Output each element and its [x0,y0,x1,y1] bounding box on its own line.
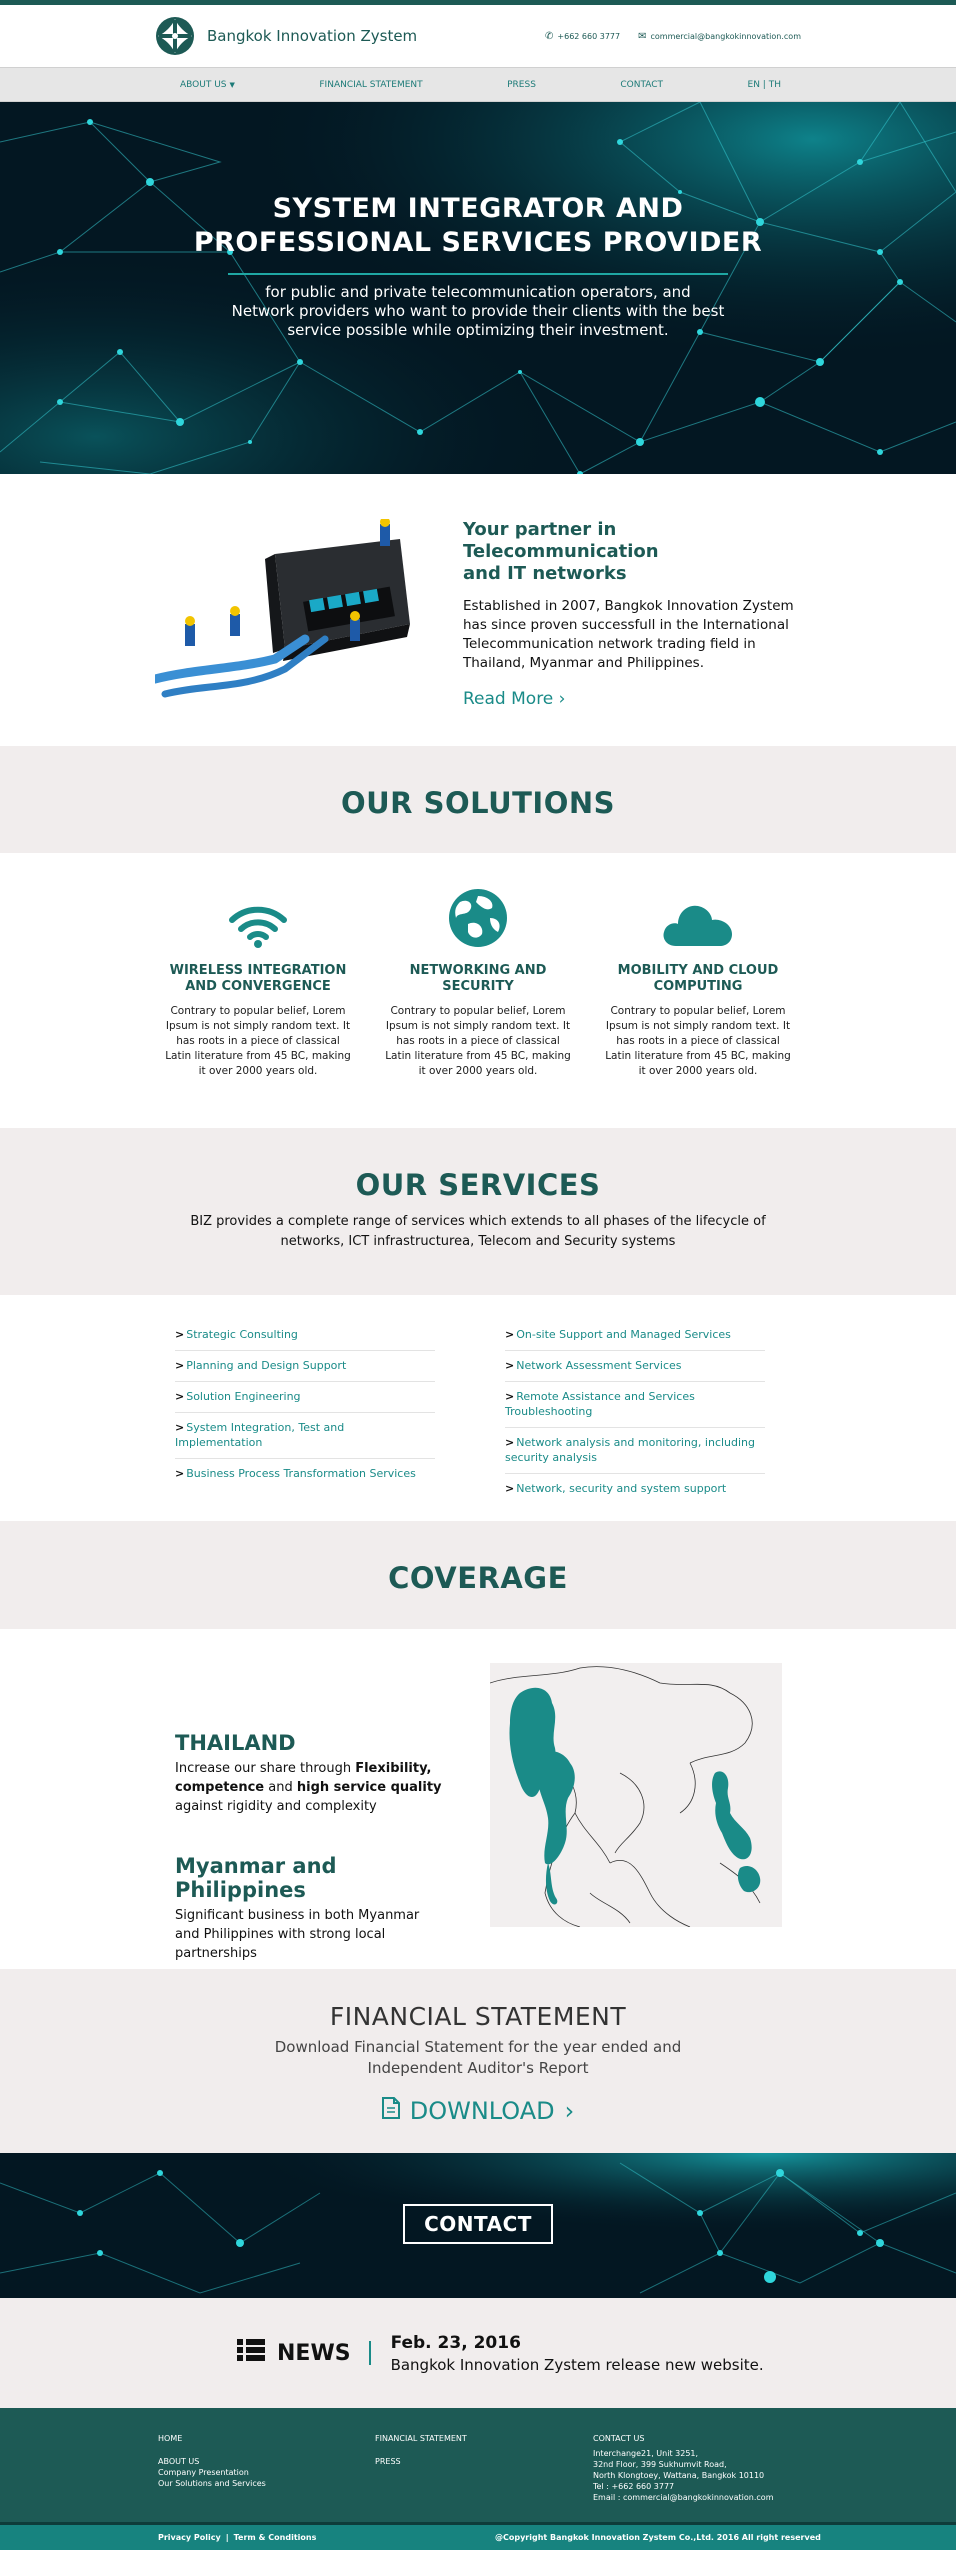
bullet-icon: > [505,1482,515,1495]
financial-description-line-1: Download Financial Statement for the year ended and [274,2038,682,2056]
hero-divider [228,273,728,275]
solution-title-line-2: SECURITY [442,979,514,994]
service-link[interactable] [505,1351,765,1382]
copyright-text: @Copyright Bangkok Innovation Zystem Co.,Ltd. 2016 All right reserved [495,2533,821,2542]
nav-about-us-label: ABOUT US [180,79,227,90]
financial-heading: FINANCIAL STATEMENT [329,2002,627,2031]
bullet-icon: > [175,1467,185,1480]
solutions-heading: OUR SOLUTIONS [340,786,616,820]
partner-title-line-1: Your partner in Telecommunication [463,519,659,562]
news-headline: Bangkok Innovation Zystem release new website. [390,2355,764,2374]
footer-tel: Tel : +662 660 3777 [593,2482,675,2491]
caret-down-icon: ▼ [229,80,235,89]
site-header [0,5,956,67]
download-label: DOWNLOAD [409,2097,555,2125]
solutions-grid [0,853,956,1128]
news-label [237,2341,371,2365]
news-section [0,2298,956,2408]
contact-banner [0,2153,956,2298]
solution-title-line-1: MOBILITY AND CLOUD [617,963,779,978]
footer-link-about-us[interactable]: ABOUT US [158,2457,200,2466]
header-contacts [545,31,801,42]
bullet-icon: > [505,1436,515,1449]
nav-financial-statement[interactable]: FINANCIAL STATEMENT [319,79,423,90]
service-link[interactable] [175,1320,435,1351]
service-link[interactable] [505,1474,765,1504]
financial-description [0,2037,956,2079]
solution-card-cloud [603,888,793,1128]
footer-link-solutions[interactable]: Our Solutions and Services [158,2479,266,2488]
coverage-section [0,1629,956,1969]
coverage-heading-band [0,1521,956,1629]
thailand-body-bold: Flexibility, competence [175,1761,432,1795]
footer-spacer [158,2444,375,2456]
footer-link-financial-statement[interactable]: FINANCIAL STATEMENT [375,2434,467,2443]
bullet-icon: > [175,1421,185,1434]
read-more-label: Read More [463,689,554,709]
bullet-icon: > [175,1390,185,1403]
solution-title-line-1: NETWORKING AND [409,963,547,978]
bullet-icon: > [175,1359,185,1372]
download-button[interactable] [382,2097,575,2125]
document-icon [382,2097,400,2125]
service-link[interactable] [175,1382,435,1413]
service-label: Network Assessment Services [516,1359,682,1372]
language-switch[interactable]: EN | TH [747,79,781,90]
footer-address-line: Interchange21, Unit 3251, [593,2449,699,2458]
services-intro-line-2: networks, ICT infrastructurea, Telecom and Security systems [280,1234,676,1249]
footer-column-1 [158,2433,375,2522]
site-footer [0,2408,956,2522]
hero-title [0,192,956,260]
service-label: Network analysis and monitoring, including security analysis [505,1436,756,1464]
thailand-body-part: and [264,1780,297,1795]
services-column-right [505,1320,765,1521]
thailand-body-part: against rigidity and complexity [175,1799,377,1814]
nav-about-us[interactable] [180,80,235,90]
globe-icon [383,888,573,948]
main-nav [0,67,956,102]
service-label: On-site Support and Managed Services [516,1328,731,1341]
contact-button[interactable]: CONTACT [403,2204,553,2244]
solution-title [383,963,573,995]
solution-title [163,963,353,995]
thailand-body-part: Increase our share through [175,1761,356,1776]
bullet-icon: > [505,1328,515,1341]
service-label: System Integration, Test and Implementation [175,1421,345,1449]
service-link[interactable] [175,1413,435,1459]
service-link[interactable] [505,1382,765,1428]
bullet-icon: > [505,1359,515,1372]
thailand-title: THAILAND [175,1731,296,1755]
phone-icon: ✆ [545,30,554,42]
phone-text: +662 660 3777 [557,31,621,41]
bullet-icon: > [175,1328,185,1341]
thailand-body-bold: high service quality [296,1780,442,1795]
solution-body: Contrary to popular belief, Lorem Ipsum is not simply random text. It has roots in a piece of classical Latin literature from 45 BC, making it over 2000 years old. [605,1005,791,1077]
partner-section [0,474,956,746]
service-label: Network, security and system support [516,1482,727,1495]
service-label: Solution Engineering [186,1390,301,1403]
solution-title-line-2: COMPUTING [653,979,743,994]
solution-card-networking [383,888,573,1128]
envelope-icon: ✉ [638,30,647,42]
chevron-right-icon: › [558,689,566,709]
legal-links [158,2533,495,2542]
footer-address-line: North Klongtoey, Wattana, Bangkok 10110 [593,2471,765,2480]
services-list [0,1295,956,1521]
solution-title [603,963,793,995]
service-label: Remote Assistance and Services Troubleshooting [505,1390,695,1418]
coverage-map [490,1663,782,1927]
partner-body: Established in 2007, Bangkok Innovation Zystem has since proven successfull in the International Telecommunication network trading field in Thailand, Myanmar and Philippines. [463,598,794,671]
footer-column-2 [375,2433,593,2522]
wifi-icon [163,888,353,948]
partner-title [463,519,801,585]
myanmar-philippines-title: Myanmar and Philippines [175,1854,337,1902]
news-date: Feb. 23, 2016 [390,2332,521,2353]
solution-body: Contrary to popular belief, Lorem Ipsum is not simply random text. It has roots in a piece of classical Latin literature from 45 BC, making it over 2000 years old. [165,1005,351,1077]
financial-description-line-2: Independent Auditor's Report [367,2059,589,2077]
hero-title-line-1: SYSTEM INTEGRATOR AND [272,193,684,224]
service-link[interactable] [505,1320,765,1351]
footer-link-company-presentation[interactable]: Company Presentation [158,2468,249,2477]
network-switch-illustration [155,519,413,699]
services-heading-band [0,1128,956,1295]
terms-link[interactable]: Term & Conditions [233,2533,317,2542]
brand-logo-link[interactable] [155,16,417,56]
myanmar-philippines-body: Significant business in both Myanmar and Philippines with strong local partnerships [175,1908,420,1961]
service-link[interactable] [175,1459,435,1489]
brand-name: Bangkok Innovation Zystem [207,27,418,45]
footer-contact-title: CONTACT US [593,2434,645,2443]
service-label: Planning and Design Support [186,1359,347,1372]
service-link[interactable] [505,1428,765,1474]
hero-sub-line-3: service possible while optimizing their investment. [287,321,669,339]
coverage-heading: COVERAGE [388,1561,568,1595]
hero-subtitle [0,283,956,340]
hero-title-line-2: PROFESSIONAL SERVICES PROVIDER [193,227,763,258]
news-item[interactable] [371,2333,764,2374]
email-link[interactable] [638,31,801,42]
services-heading: OUR SERVICES [355,1168,601,1202]
financial-statement-section [0,1969,956,2153]
hero-banner [0,102,956,474]
hero-sub-line-2: Network providers who want to provide their clients with the best [231,302,725,320]
nav-press[interactable]: PRESS [507,79,536,90]
footer-link-press[interactable]: PRESS [375,2457,401,2466]
service-label: Business Process Transformation Services [186,1467,416,1480]
news-label-text: NEWS [277,2340,351,2366]
bullet-icon: > [505,1390,515,1403]
service-link[interactable] [175,1351,435,1382]
list-icon [237,2339,265,2367]
footer-link-home[interactable]: HOME [158,2434,183,2443]
service-label: Strategic Consulting [186,1328,298,1341]
bottom-bar [0,2522,956,2550]
solution-body: Contrary to popular belief, Lorem Ipsum is not simply random text. It has roots in a piece of classical Latin literature from 45 BC, making it over 2000 years old. [385,1005,571,1077]
nav-contact[interactable]: CONTACT [620,79,664,90]
partner-title-line-2: and IT networks [463,563,627,584]
solution-card-wireless [163,888,353,1128]
privacy-policy-link[interactable]: Privacy Policy [158,2533,221,2542]
footer-spacer [375,2444,593,2456]
legal-divider: | [225,2533,229,2542]
services-intro [0,1212,956,1252]
cross-logo-icon [155,16,195,56]
email-text: commercial@bangkokinnovation.com [650,31,801,41]
read-more-link[interactable] [463,689,565,709]
chevron-right-icon: › [564,2097,575,2125]
cloud-icon [603,888,793,948]
footer-contact [593,2433,774,2522]
coverage-text [175,1663,445,1969]
footer-address-line: 32nd Floor, 399 Sukhumvit Road, [593,2460,727,2469]
solution-title-line-1: WIRELESS INTEGRATION [169,963,347,978]
services-column-left [175,1320,435,1521]
services-intro-line-1: BIZ provides a complete range of services which extends to all phases of the lifecycle of [190,1214,766,1229]
phone-link[interactable] [545,31,620,42]
solutions-heading-band [0,746,956,853]
hero-sub-line-1: for public and private telecommunication operators, and [265,283,691,301]
solution-title-line-2: AND CONVERGENCE [185,979,331,994]
thailand-body [175,1759,445,1816]
footer-email[interactable]: Email : commercial@bangkokinnovation.com [593,2493,774,2502]
